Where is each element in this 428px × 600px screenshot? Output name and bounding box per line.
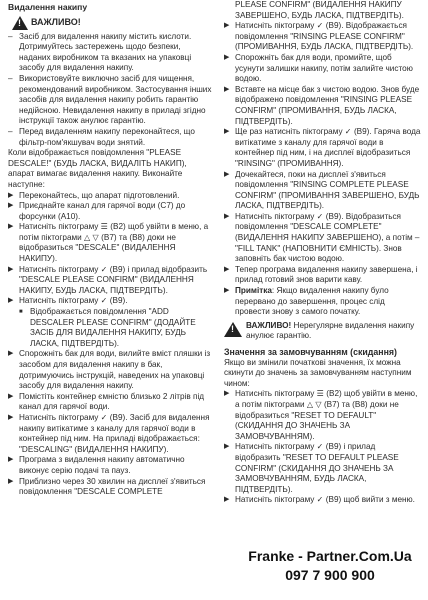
warning-triangle-icon [12,16,28,30]
warning-text: Нерегулярне видалення накипу анулює гарантію. [246,320,415,341]
section-title-descaling: Видалення накипу [8,2,88,12]
step-continuation: PLEASE CONFIRM" (ВИДАЛЕННЯ НАКИПУ ЗАВЕРШЕНО, БУДЬ ЛАСКА, ПІДТВЕРДІТЬ). [235,0,404,20]
note-text: : Якщо видалення накипу було перервано до завершення, процес слід провести знову з самого початку. [235,286,389,317]
sub-bullet-item: ■ Відображається повідомлення "ADD DESCALER PLEASE CONFIRM" (ДОДАЙТЕ ЗАСІБ ДЛЯ ВИДАЛЕННЯ НАКИПУ, БУДЬ ЛАСКА, ПІДТВЕРДІТЬ). [8,307,213,349]
step-item: ▶ Натисніть піктограму ✓ (B9). Відображається повідомлення "RINSING PLEASE CONFIRM" (ПРОМИВАННЯ, БУДЬ ЛАСКА, ПІДТВЕРДІТЬ). [224,21,421,53]
warning-dash-item: – Засіб для видалення накипу містить кислоти. Дотримуйтесь застережень щодо безпеки, наданих виробником та вказаних на упаковці засобу для видалення накипу. [8,32,213,74]
warning-label: ВАЖЛИВО! [246,320,292,330]
reset-step-item: ▶ Натисніть піктограму ✓ (B9) щоб вийти з меню. [224,495,421,506]
warning-dash-item: – Використовуйте виключно засіб для чищення, рекомендований виробником. Застосування інших засобів для видалення накипу робить гарантію недійсною. Невидалення накипу в приладі згідно інструкції також анулює гарантію. [8,74,213,127]
section-title-reset: Значення за замовчуванням (скидання) [224,347,397,357]
step-item: ▶ Натисніть піктограму ✓ (B9). [8,296,213,307]
step-item: ▶ Натисніть піктограму ✓ (B9). Засіб для видалення накипу витікатиме з каналу для гарячої води в контейнер під ним. На приладі відображається: "DESCALING" (ВИДАЛЕННЯ НАКИПУ). [8,413,213,455]
reset-step-item: ▶ Натисніть піктограму ☰ (B2) щоб увійти в меню, а потім піктограми △ ▽ (B7) та (B8) доки не відобразиться "RESET TO DEFAULT" (СКИДАННЯ ДО ЗНАЧЕНЬ ЗА ЗАМОВЧУВАННЯМ). [224,389,421,442]
step-item: ▶ Спорожніть бак для води, промийте, щоб усунути залишки накипу, потім залийте чистою водою. [224,53,421,85]
step-item: ▶ Приблизно через 30 хвилин на дисплеї з'явиться повідомлення "DESCALE COMPLETE [8,477,213,498]
warning-dash-item: – Перед видаленням накипу переконайтеся, що фільтр-пом'якшувач води знятий. [8,127,213,148]
dealer-watermark [232,548,428,583]
note-label: Примітка [235,286,272,296]
warning-heading [12,16,213,30]
reset-intro: Якщо ви змінили початкові значення, їх можна скинути до значень за замовчуванням наступним чином: [224,357,412,388]
step-item: ▶ Натисніть піктограму ✓ (B9) і прилад відобразить "DESCALE PLEASE CONFIRM" (ВИДАЛЕННЯ НАКИПУ, БУДЬ ЛАСКА, ПІДТВЕРДІТЬ). [8,265,213,297]
step-item: ▶ Дочекайтеся, поки на дисплеї з'явиться повідомлення "RINSING COMPLETE PLEASE CONFIRM" (ПРОМИВАННЯ ЗАВЕРШЕНО, БУДЬ ЛАСКА, ПІДТВЕРДІТЬ). [224,170,421,212]
reset-step-item: ▶ Натисніть піктограму ✓ (B9) і прилад відобразить "RESET TO DEFAULT PLEASE CONFIRM" (СКИДАННЯ ДО ЗНАЧЕНЬ ЗА ЗАМОВЧУВАННЯМ, БУДЬ ЛАСКА, ПІДТВЕРДІТЬ). [224,442,421,495]
warning-triangle-icon [224,322,242,337]
step-item: ▶ Переконайтесь, що апарат підготовлений. [8,191,213,202]
warning-block [224,321,421,342]
step-item: ▶ Ще раз натисніть піктограму ✓ (B9). Гаряча вода витікатиме з каналу для гарячої води в контейнер під ним, і на дисплеї відобразиться "RINSING" (ПРОМИВАННЯ). [224,127,421,169]
step-item: ▶ Спорожніть бак для води, вилийте вміст пляшки із засобом для видалення накипу в бак, дотримуючись інструкцій, наведених на упаковці засобу для видалення накипу. [8,349,213,391]
descale-intro: Коли відображається повідомлення "PLEASE DESCALE!" (БУДЬ ЛАСКА, ВИДАЛІТЬ НАКИП), апарат вимагає видалення накипу. Виконайте наступне: [8,148,187,189]
step-item: ▶ Вставте на місце бак з чистою водою. Знов буде відображено повідомлення "RINSING PLEASE CONFIRM" (ПРОМИВАННЯ, БУДЬ ЛАСКА, ПІДТВЕРДІТЬ). [224,85,421,127]
right-column [224,0,421,506]
step-item: ▶ Приєднайте канал для гарячої води (C7) до форсунки (A10). [8,201,213,222]
warning-label: ВАЖЛИВО! [31,17,81,28]
dealer-phone-text: 097 7 900 900 [285,567,375,583]
step-item: ▶ Помістіть контейнер ємністю близько 2 літрів під канал для гарячої води. [8,392,213,413]
left-column [8,0,213,498]
warning-paragraph [246,321,421,342]
step-item: ▶ Натисніть піктограму ☰ (B2) щоб увійти в меню, а потім піктограми △ ▽ (B7) та (B8) доки не відобразиться "DESCALE" (ВИДАЛЕННЯ НАКИПУ). [8,222,213,264]
step-item: ▶ Натисніть піктограму ✓ (B9). Відобразиться повідомлення "DESCALE COMPLETE" (ВИДАЛЕННЯ НАКИПУ ЗАВЕРШЕНО), а потім – "FILL TANK" (НАПОВНИТИ ЄМНІСТЬ). Знов заповніть бак чистою водою. [224,212,421,265]
warning-block-head [224,321,421,342]
step-item: ▶ Тепер програма видалення накипу завершена, і прилад готовий знов варити каву. [224,265,421,286]
note-item [224,286,421,318]
dealer-site-text: Franke - Partner.Com.Ua [248,548,412,564]
step-item: ▶ Програма з видалення накипу автоматично виконує серію подачі та пауз. [8,455,213,476]
